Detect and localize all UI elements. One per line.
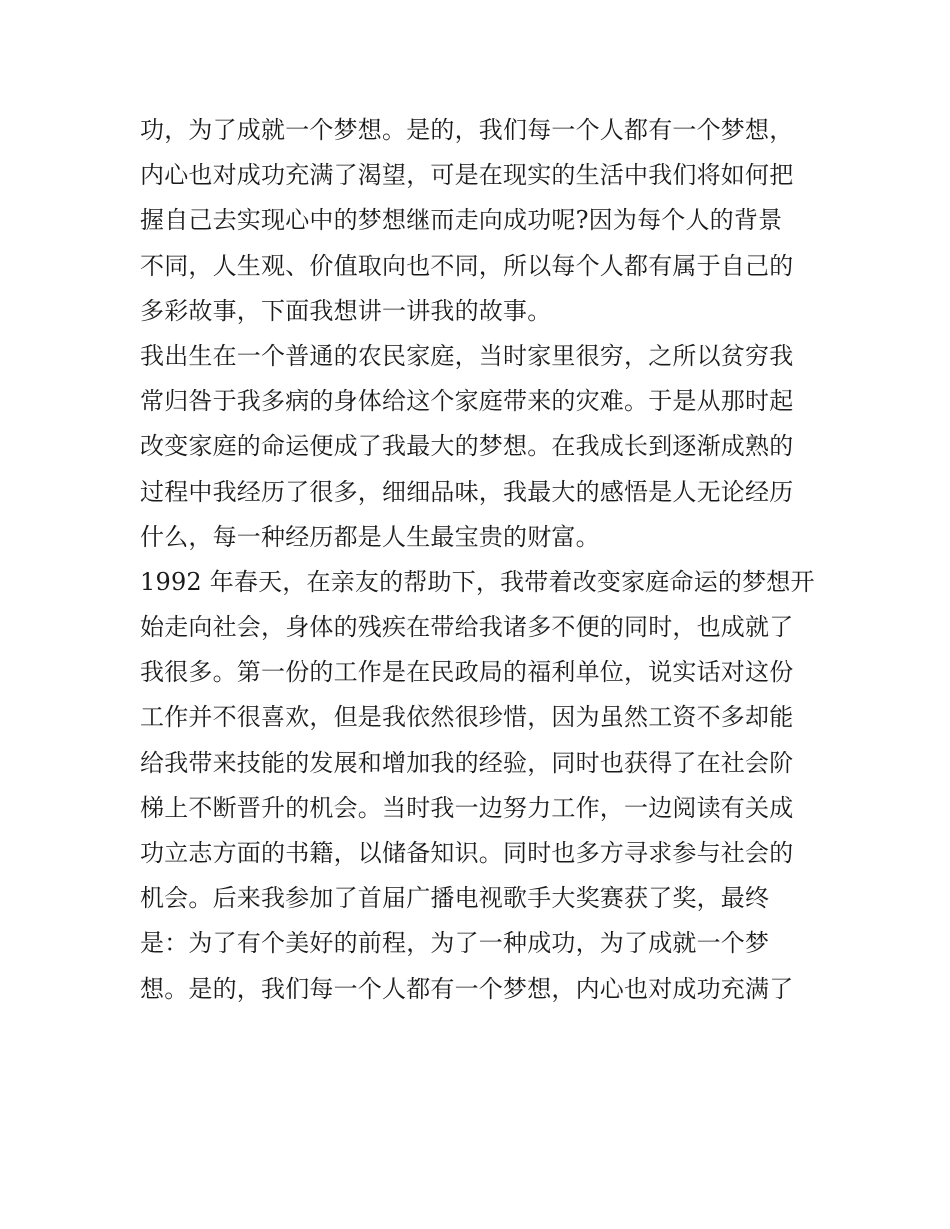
text-line: 工作并不很喜欢，但是我依然很珍惜，因为虽然工资不多却能	[140, 703, 794, 732]
text-line: 常归咎于我多病的身体给这个家庭带来的灾难。于是从那时起	[140, 387, 794, 416]
text-line: 是：为了有个美好的前程，为了一种成功，为了成就一个梦	[140, 929, 770, 958]
text-line: 内心也对成功充满了渴望，可是在现实的生活中我们将如何把	[140, 161, 794, 190]
text-line: 功，为了成就一个梦想。是的，我们每一个人都有一个梦想，	[140, 116, 794, 144]
text-line: 始走向社会，身体的残疾在带给我诸多不便的同时，也成就了	[140, 613, 794, 642]
text-line: 功立志方面的书籍，以储备知识。同时也多方寻求参与社会的	[140, 839, 794, 867]
text-line: 不同，人生观、价值取向也不同，所以每个人都有属于自己的	[140, 251, 794, 280]
text-line: 给我带来技能的发展和增加我的经验，同时也获得了在社会阶	[140, 748, 794, 777]
text-line: 想。是的，我们每一个人都有一个梦想，内心也对成功充满了	[140, 974, 794, 1003]
text-line: 握自己去实现心中的梦想继而走向成功呢?因为每个人的背景	[140, 206, 783, 235]
body-text	[140, 108, 820, 1012]
text-line: 机会。后来我参加了首届广播电视歌手大奖赛获了奖，最终	[140, 884, 770, 913]
text-line: 梯上不断晋升的机会。当时我一边努力工作，一边阅读有关成	[140, 793, 794, 822]
text-line: 什么，每一种经历都是人生最宝贵的财富。	[140, 522, 600, 551]
text-line: 1992 年春天，在亲友的帮助下，我带着改变家庭命运的梦想开	[140, 567, 815, 596]
text-line: 过程中我经历了很多，细细品味，我最大的感悟是人无论经历	[140, 477, 794, 506]
text-line: 我出生在一个普通的农民家庭，当时家里很穷，之所以贫穷我	[140, 341, 794, 370]
text-line: 我很多。第一份的工作是在民政局的福利单位，说实话对这份	[140, 658, 794, 687]
text-line: 改变家庭的命运便成了我最大的梦想。在我成长到逐渐成熟的	[140, 432, 794, 461]
text-line: 多彩故事，下面我想讲一讲我的故事。	[140, 296, 552, 325]
